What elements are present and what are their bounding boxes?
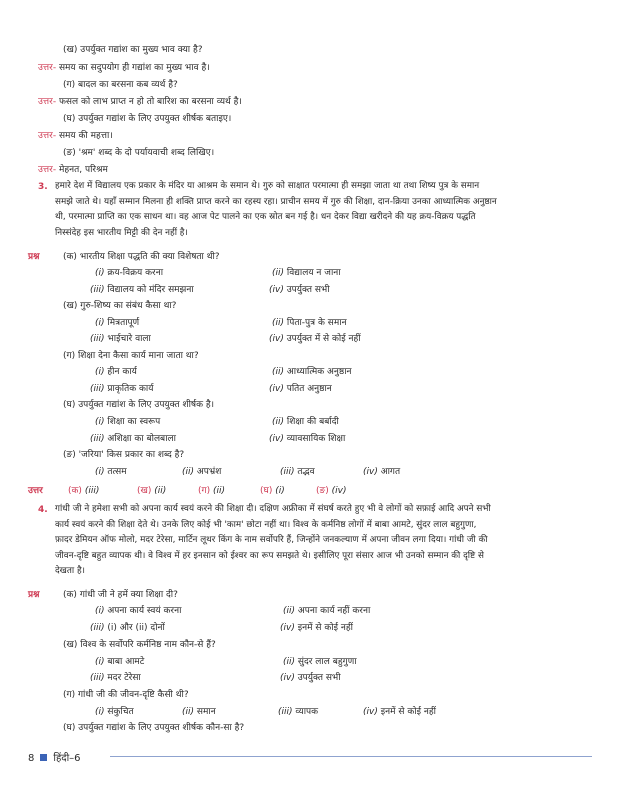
square-icon <box>40 754 47 761</box>
answer-key-item: (घ) (i) <box>260 486 285 496</box>
option: (i) मित्रतापूर्ण <box>95 318 140 328</box>
answer-key-item: (क) (iii) <box>68 486 100 496</box>
question: (ग) गांधी जी की जीवन-दृष्टि कैसी थी? <box>63 690 189 700</box>
qa-line: (ख) उपर्युक्त गद्यांश का मुख्य भाव क्या है? <box>63 45 203 55</box>
option: (iv) उपर्युक्त सभी <box>269 285 330 295</box>
option: (iii) व्यापक <box>278 707 319 717</box>
option: (iv) उपर्युक्त सभी <box>280 673 341 683</box>
option: (iv) उपर्युक्त में से कोई नहीं <box>269 334 361 344</box>
option: (iv) इनमें से कोई नहीं <box>363 707 436 717</box>
option: (ii) अपना कार्य नहीं करना <box>283 606 371 616</box>
prashn-label: प्रश्न <box>28 252 40 262</box>
qa-line: (ग) बादल का बरसना कब व्यर्थ है? <box>63 80 178 90</box>
answer-line: उत्तर- समय की महत्ता। <box>38 131 113 141</box>
passage-4-text <box>55 502 592 580</box>
option: (iv) इनमें से कोई नहीं <box>280 623 353 633</box>
passage-line: गांधी जी ने हमेशा सभी को अपना कार्य स्वयं करने की शिक्षा दी। दक्षिण अफ्रीका में संघर्ष करते हुए भी वे लोगों को सफ़ाई आदि अपने सभी <box>55 504 491 514</box>
answer-key-item: (ख) (ii) <box>137 486 167 496</box>
option: (ii) आध्यात्मिक अनुष्ठान <box>272 367 352 377</box>
qa-line: (घ) उपर्युक्त गद्यांश के लिए उपयुक्त शीर्षक बताइए। <box>63 114 232 124</box>
option: (i) तत्सम <box>95 467 127 477</box>
passage-line: कार्य स्वयं करने की शिक्षा देते थे। उनके लिए कोई भी 'काम' छोटा नहीं था। विश्व के कर्मनिष्ठ लोगों में बाबा आमटे, सुंदर लाल बहुगुणा, <box>55 519 477 530</box>
answer-key-item: (ग) (ii) <box>198 486 225 496</box>
passage-3-text <box>55 179 592 241</box>
option: (iii) विद्यालय को मंदिर समझना <box>90 285 194 295</box>
passage-line: जीवन-दृष्टि बहुत व्यापक थी। वे विश्व में हर इनसान को ईश्वर का रूप समझते थे। इसीलिए पूरा संसार आज भी उनको सम्मान की दृष्टि से <box>55 550 484 561</box>
passage-line: निस्संदेह इस भारतीय मिट्टी की देन नहीं है। <box>55 227 188 238</box>
option: (iii) तद्भव <box>280 467 315 477</box>
passage-number: 4. <box>38 505 48 515</box>
option: (ii) पिता-पुत्र के समान <box>272 318 347 328</box>
question: (ङ) 'जरिया' किस प्रकार का शब्द है? <box>63 450 185 460</box>
passage-line: फ़ादर डेमियन ऑफ मोलो, मदर टेरेसा, मार्टिन लूथर किंग के नाम सर्वोपरि हैं, जिन्होंने जनकल्याण में अपना जीवन लगा दिया। गांधी जी की <box>55 535 488 545</box>
passage-line: देखता है। <box>55 566 85 576</box>
footer-rule <box>110 756 592 757</box>
option: (ii) समान <box>182 707 216 717</box>
page-number: 8 <box>28 753 35 764</box>
answer-key-item: (ङ) (iv) <box>316 486 347 496</box>
question: (ख) विश्व के सर्वोपरि कर्मनिष्ठ नाम कौन-से हैं? <box>63 640 216 650</box>
page-footer <box>28 750 81 764</box>
option: (ii) सुंदर लाल बहुगुणा <box>283 657 357 667</box>
option: (iv) आगत <box>363 467 401 477</box>
passage-number: 3. <box>38 182 48 192</box>
option: (i) अपना कार्य स्वयं करना <box>95 606 182 616</box>
option: (iv) व्यावसायिक शिक्षा <box>269 434 346 444</box>
question: (क) गांधी जी ने हमें क्या शिक्षा दी? <box>63 590 178 600</box>
prashn-label: प्रश्न <box>28 590 40 600</box>
option: (iii) भाईचारे वाला <box>90 334 151 344</box>
option: (ii) विद्यालय न जाना <box>272 268 341 278</box>
option: (i) क्रय-विक्रय करना <box>95 268 164 278</box>
book-title: हिंदी–6 <box>53 753 81 764</box>
question: (घ) उपर्युक्त गद्यांश के लिए उपयुक्त शीर्षक है। <box>63 400 215 410</box>
question: (क) भारतीय शिक्षा पद्धति की क्या विशेषता थी? <box>63 252 220 262</box>
qa-line: (ङ) 'श्रम' शब्द के दो पर्यायवाची शब्द लिखिए। <box>63 148 215 158</box>
option: (i) शिक्षा का स्वरूप <box>95 417 161 427</box>
option: (i) संकुचित <box>95 707 134 717</box>
option: (i) बाबा आमटे <box>95 657 145 667</box>
passage-line: हमारे देश में विद्यालय एक प्रकार के मंदिर या आश्रम के समान थे। गुरु को साक्षात परमात्मा ही समझा जाता था तथा शिष्य पुत्र के समान <box>55 181 480 191</box>
option: (i) हीन कार्य <box>95 367 137 377</box>
passage-line: थी, परमात्मा प्राप्ति का एक साधन था। वह आज पेट पालने का एक स्रोत बन गई है। धन देकर विद्या खरीदने की यह क्रय-विक्रय पद्धति <box>55 212 476 222</box>
question: (घ) उपर्युक्त गद्यांश के लिए उपयुक्त शीर्षक कौन-सा है? <box>63 723 245 733</box>
answer-line: उत्तर- समय का सदुपयोग ही गद्यांश का मुख्य भाव है। <box>38 63 210 73</box>
question: (ग) शिक्षा देना कैसा कार्य माना जाता था? <box>63 351 199 361</box>
option: (ii) अपभ्रंश <box>182 467 222 477</box>
option: (ii) शिक्षा की बर्बादी <box>272 417 339 427</box>
option: (iii) मदर टेरेसा <box>90 673 141 683</box>
answer-line: उत्तर- मेहनत, परिश्रम <box>38 165 108 175</box>
option: (iii) प्राकृतिक कार्य <box>90 384 154 394</box>
option: (iii) अशिक्षा का बोलबाला <box>90 434 176 444</box>
answer-line: उत्तर- फसल को लाभ प्राप्त न हो तो बारिश का बरसना व्यर्थ है। <box>38 97 242 107</box>
uttar-label: उत्तर <box>28 486 43 496</box>
option: (iv) पतित अनुष्ठान <box>269 384 332 394</box>
question: (ख) गुरु-शिष्य का संबंध कैसा था? <box>63 301 177 311</box>
passage-line: समझे जाते थे। यहाँ सम्मान मिलना ही शक्ति प्राप्त करने का रहस्य रहा। प्राचीन समय में गुरु की शिक्षा, दान-क्रिया उनका आध्यात्मिक अनुष्ठान <box>55 196 497 207</box>
option: (iii) (i) और (ii) दोनों <box>90 623 165 633</box>
